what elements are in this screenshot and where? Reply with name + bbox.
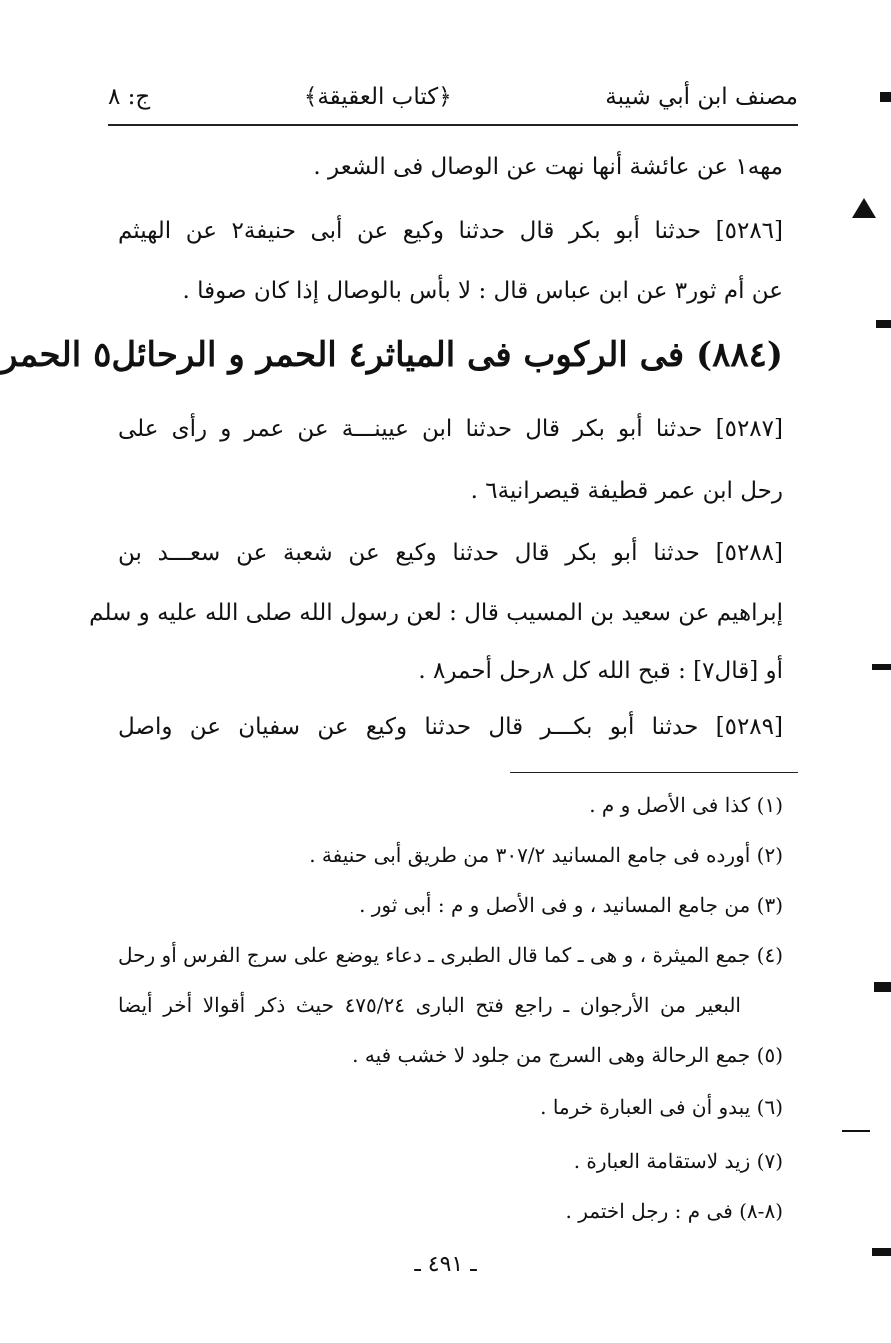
footnote-rule: [510, 772, 798, 773]
hadith-5286-line: [٥٢٨٦] حدثنا أبو بكر قال حدثنا وكيع عن أبى حنيفة٢ عن الهيثم: [118, 218, 784, 244]
running-header: [108, 72, 798, 122]
header-book-title: ﴿كتاب العقيقة﴾: [303, 84, 452, 110]
body-line: إبراهيم عن سعيد بن المسيب قال : لعن رسول الله صلى الله عليه و سلم: [89, 600, 783, 626]
scan-edge-mark: [872, 664, 891, 670]
footnote: (١) كذا فى الأصل و م .: [589, 793, 783, 817]
footnote: (٨-٨) فى م : رجل اختمر .: [565, 1199, 783, 1223]
footnote-continuation: البعير من الأرجوان ـ راجع فتح البارى ٤٧٥/٢٤ حيث ذكر أقوالا أخر أيضا: [118, 993, 741, 1017]
page-number: ـ ٤٩١ ـ: [414, 1252, 477, 1277]
body-line: أو [قال٧] : قبح الله كل ٨رحل أحمر٨ .: [418, 658, 783, 684]
scan-edge-mark: [872, 1248, 891, 1256]
footnote: (٧) زيد لاستقامة العبارة .: [573, 1149, 783, 1173]
footnote: (٦) يبدو أن فى العبارة خرما .: [540, 1095, 783, 1119]
scan-edge-mark: [852, 198, 876, 218]
footnote: (٣) من جامع المسانيد ، و فى الأصل و م : أبى ثور .: [359, 893, 783, 917]
scan-edge-mark: [876, 320, 891, 328]
scan-edge-mark: [842, 1130, 870, 1132]
chapter-heading: (٨٨٤) فى الركوب فى المياثر٤ الحمر و الرحائل٥ الحمر: [1, 335, 783, 375]
footnote: (٤) جمع الميثرة ، و هى ـ كما قال الطبرى ـ دعاء يوضع على سرج الفرس أو رحل: [118, 943, 783, 967]
body-line: عن أم ثور٣ عن ابن عباس قال : لا بأس بالوصال إذا كان صوفا .: [182, 278, 783, 304]
scan-edge-mark: [880, 92, 891, 102]
hadith-5287-line: [٥٢٨٧] حدثنا أبو بكر قال حدثنا ابن عيينـــة عن عمر و رأى على: [118, 416, 783, 442]
footnote: (٥) جمع الرحالة وهى السرج من جلود لا خشب فيه .: [352, 1043, 783, 1067]
hadith-5288-line: [٥٢٨٨] حدثنا أبو بكر قال حدثنا وكيع عن شعبة عن سعـــد بن: [118, 540, 783, 566]
header-rule: [108, 124, 798, 126]
body-line: مهه١ عن عائشة أنها نهت عن الوصال فى الشعر .: [313, 154, 783, 180]
body-line: رحل ابن عمر قطيفة قيصرانية٦ .: [470, 478, 783, 504]
footnote: (٢) أورده فى جامع المسانيد ٣٠٧/٢ من طريق أبى حنيفة .: [309, 843, 783, 867]
header-volume: ج: ٨: [108, 84, 151, 110]
header-book-name: مصنف ابن أبي شيبة: [605, 84, 798, 110]
hadith-5289-line: [٥٢٨٩] حدثنا أبو بكـــر قال حدثنا وكيع عن سفيان عن واصل: [118, 714, 783, 740]
scan-edge-mark: [874, 982, 891, 992]
